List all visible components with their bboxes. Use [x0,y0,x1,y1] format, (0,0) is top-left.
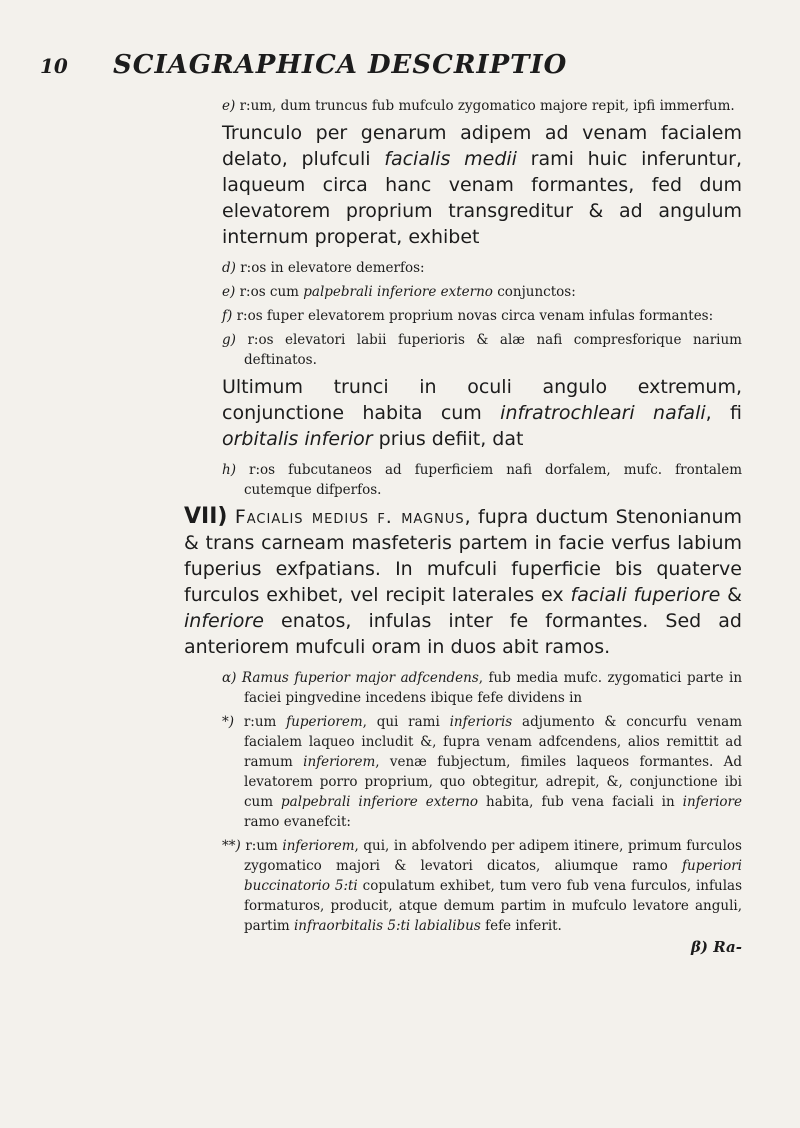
section-heading: Facialis medius f. magnus [234,506,465,528]
text-run: Ultimum trunci in oculi angulo extremum, conjunctione habita cum [222,376,742,424]
text-run: & [720,584,742,606]
item-e-continued [222,96,742,116]
running-head [0,40,800,80]
italic-term: inferiorem [303,754,376,770]
item-marker: e) [222,98,236,114]
item-marker: **) [222,838,241,854]
text-run: copulatum exhibet, tum vero fub vena furculos, infulas formaturos, producit, atque demum partim in mufculo levatore anguli, partim [244,878,742,934]
paragraph-ultimum [222,374,742,452]
item-text: r:os in elevatore demerfos: [240,260,425,276]
italic-term: infraorbitalis 5:ti labialibus [293,918,481,934]
item-double-star [222,836,742,936]
text-run: conjunctos: [492,284,576,300]
text-run: habita, fub vena faciali in [478,794,683,810]
text-run: adjumento & concurfu venam facialem laqueo includit &, fupra venam adfcendens, alios remittit ad ramum [244,714,743,770]
item-g [222,330,742,370]
text-run: prius defiit, dat [372,428,524,450]
item-marker: e) [222,284,236,300]
item-text: r:um, dum truncus fub mufculo zygomatico majore repit, ipfi immerfum. [239,98,735,114]
text-run: , venæ fubjectum, fimiles laqueos formantes. Ad levatorem porro proprium, quo obtegitur, adrepit, &, conjunctione ibi cum [244,754,742,810]
text-run: rami huic inferuntur, laqueum circa hanc venam formantes, fed dum elevatorem proprium transgreditur & ad angulum internum properat, exhibet [222,148,743,248]
item-text: r:os elevatori labii fuperioris & alæ nafi compresforique narium deftinatos. [244,332,742,368]
italic-term: infratrochleari nafali [500,402,706,424]
text-run: r:um [245,838,283,854]
item-text: r:os fuper elevatorem proprium novas circa venam infulas formantes: [236,308,714,324]
italic-term: fuperiorem [286,714,363,730]
italic-term: Ramus fuperior major adfcendens [241,670,479,686]
italic-term: orbitalis inferior [222,428,373,450]
section-vii [184,504,742,660]
text-run: r:um [243,714,287,730]
item-marker: g) [222,332,236,348]
italic-term: inferiore [184,610,264,632]
italic-term: inferioris [449,714,513,730]
item-f [222,306,742,326]
text-run: , qui, in abfolvendo per adipem itinere, primum furculos zygomatico majori & levatori dicatos, aliumque ramo [244,838,742,874]
item-marker: *) [222,714,235,730]
item-text: r:os fubcutaneos ad fuperficiem nafi dorfalem, mufc. frontalem cutemque difperfos. [244,462,743,498]
item-h [222,460,742,500]
item-marker: h) [222,462,236,478]
italic-term: facialis medii [384,148,517,170]
text-body [184,96,743,971]
text-run: ramo evanefcit: [244,814,351,830]
item-marker: d) [222,260,236,276]
italic-term: fuperiori buccinatorio 5:ti [244,858,742,894]
item-d [222,258,742,278]
text-run: , fupra ductum Stenonianum & trans carneam masfeteris partem in facie verfus labium fuperius exfpatians. In mufculi fuperficie bis quaterve furculos exhibet, vel recipit laterales ex [184,506,742,606]
page-number: 10 [40,54,68,78]
italic-term: palpebrali inferiore externo [281,794,479,810]
item-alpha [222,668,742,708]
item-e [222,282,742,302]
text-run: , qui rami [362,714,450,730]
text-run: , fub media mufc. zygomatici parte in faciei pingvedine incedens ibique fefe dividens in [244,670,743,706]
running-title: SCIAGRAPHICA DESCRIPTIO [113,50,568,80]
item-star [222,712,742,832]
section-number: VII) [184,504,228,529]
italic-term: faciali fuperiore [570,584,721,606]
item-marker: f) [222,308,233,324]
text-run: r:os cum [239,284,304,300]
italic-term: inferiore [682,794,742,810]
text-run: , fi [705,402,742,424]
catchword: β) Ra- [690,938,742,956]
italic-term: inferiorem [282,838,355,854]
text-run: fefe inferit. [480,918,562,934]
text-run: Trunculo per genarum adipem ad venam facialem delato, plufculi [222,122,742,170]
paragraph-trunculo [222,120,742,250]
text-run: enatos, infulas inter fe formantes. Sed ad anteriorem mufculi oram in duos abit ramos. [184,610,742,658]
italic-term: palpebrali inferiore externo [303,284,493,300]
item-marker: α) [222,670,237,686]
